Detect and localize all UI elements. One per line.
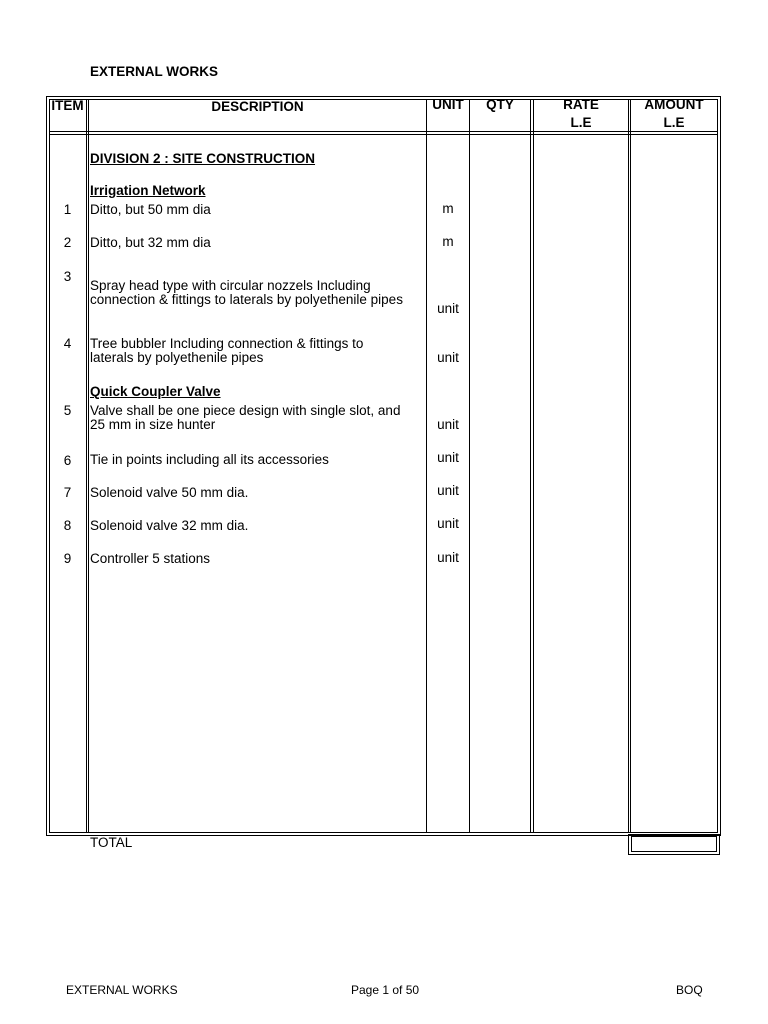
header-rate: RATE bbox=[563, 97, 599, 112]
column-divider bbox=[530, 99, 531, 832]
item-description: connection & fittings to laterals by polyethenile pipes bbox=[90, 292, 403, 307]
item-unit: m bbox=[442, 234, 454, 249]
column-divider bbox=[630, 99, 631, 832]
header-amount: AMOUNT bbox=[644, 97, 704, 112]
header-qty: QTY bbox=[486, 97, 514, 112]
column-divider bbox=[88, 99, 89, 832]
item-number: 7 bbox=[63, 485, 72, 500]
division-heading: DIVISION 2 : SITE CONSTRUCTION bbox=[90, 151, 316, 166]
item-unit: unit bbox=[437, 350, 459, 365]
footer-page-number: Page 1 of 50 bbox=[351, 983, 420, 997]
item-number: 8 bbox=[63, 518, 72, 533]
column-divider bbox=[86, 99, 87, 832]
item-unit: unit bbox=[437, 483, 459, 498]
item-unit: unit bbox=[437, 550, 459, 565]
section-heading-irrigation: Irrigation Network bbox=[90, 183, 206, 198]
item-description: laterals by polyethenile pipes bbox=[90, 350, 264, 365]
header-divider bbox=[49, 134, 717, 135]
section-heading-coupler: Quick Coupler Valve bbox=[90, 384, 221, 399]
item-unit: unit bbox=[437, 417, 459, 432]
header-item: ITEM bbox=[51, 98, 84, 113]
item-description: Spray head type with circular nozzels Including bbox=[90, 278, 371, 293]
total-label: TOTAL bbox=[90, 835, 133, 850]
item-description: Solenoid valve 50 mm dia. bbox=[90, 485, 249, 500]
item-unit: unit bbox=[437, 450, 459, 465]
total-amount-box-inner bbox=[631, 836, 717, 852]
item-number: 9 bbox=[63, 551, 72, 566]
item-description: Tree bubbler Including connection & fittings to bbox=[90, 336, 364, 351]
header-unit: UNIT bbox=[432, 97, 464, 112]
footer-left: EXTERNAL WORKS bbox=[66, 983, 178, 997]
item-number: 2 bbox=[63, 235, 72, 250]
item-unit: unit bbox=[437, 516, 459, 531]
item-description: Solenoid valve 32 mm dia. bbox=[90, 518, 249, 533]
item-number: 6 bbox=[63, 453, 72, 468]
page-title: EXTERNAL WORKS bbox=[90, 64, 219, 79]
column-divider bbox=[469, 99, 470, 832]
item-description: Controller 5 stations bbox=[90, 551, 211, 566]
item-description: Ditto, but 50 mm dia bbox=[90, 202, 211, 217]
column-divider bbox=[533, 99, 534, 832]
header-rate-currency: L.E bbox=[570, 115, 592, 130]
item-number: 4 bbox=[63, 336, 72, 351]
item-unit: m bbox=[442, 201, 454, 216]
item-number: 1 bbox=[63, 202, 72, 217]
item-description: Valve shall be one piece design with single slot, and bbox=[90, 403, 401, 418]
column-divider bbox=[628, 99, 629, 832]
item-description: 25 mm in size hunter bbox=[90, 417, 216, 432]
footer-right: BOQ bbox=[676, 983, 703, 997]
item-description: Ditto, but 32 mm dia bbox=[90, 235, 211, 250]
item-description: Tie in points including all its accessories bbox=[90, 452, 329, 467]
item-number: 5 bbox=[63, 403, 72, 418]
item-number: 3 bbox=[63, 269, 72, 284]
header-divider bbox=[49, 131, 717, 132]
item-unit: unit bbox=[437, 301, 459, 316]
header-amount-currency: L.E bbox=[663, 115, 685, 130]
header-description: DESCRIPTION bbox=[211, 99, 304, 114]
